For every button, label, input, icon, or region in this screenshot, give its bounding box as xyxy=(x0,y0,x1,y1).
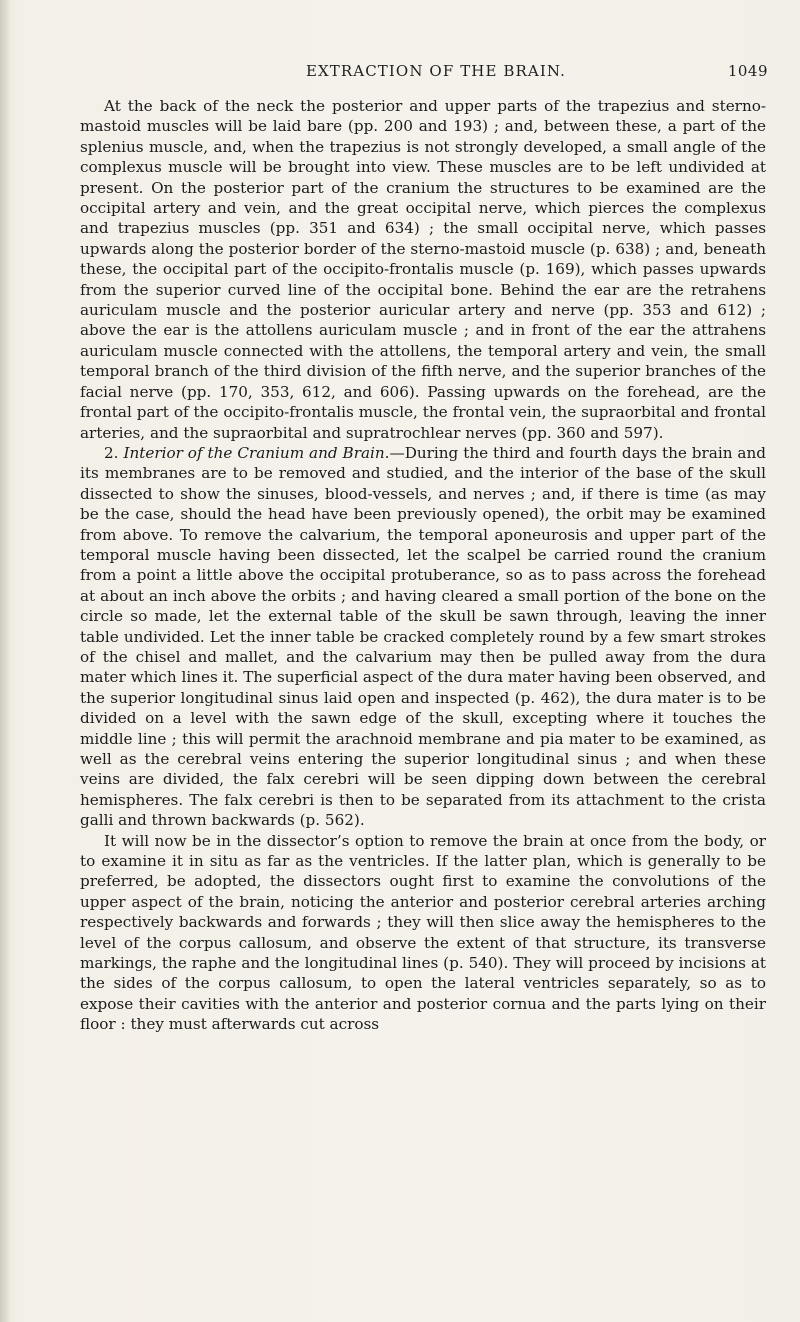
paragraph-external-structures: At the back of the neck the posterior and upper parts of the trapezius and sterno-mastoid muscles will be laid bare (pp. 200 and 193) ; and, between these, a part of the splenius muscle, and, when the trapezius is not strongly developed, a small angle of the complexus muscle will be brought into view. These muscles are to be left undivided at present. On the posterior part of the cranium the structures to be examined are the occipital artery and vein, and the great occipital nerve, which pierces the complexus and trapezius muscles (pp. 351 and 634) ; the small occipital nerve, which passes upwards along the posterior border of the sterno-mastoid muscle (p. 638) ; and, beneath these, the occipital part of the occipito-frontalis muscle (p. 169), which passes upwards from the superior curved line of the occipital bone. Behind the ear are the retrahens auriculam muscle and the posterior auricular artery and nerve (pp. 353 and 612) ; above the ear is the attollens auriculam muscle ; and in front of the ear the attrahens auriculam muscle connected with the attollens, the temporal artery and vein, the small temporal branch of the third division of the fifth nerve, and the superior branches of the facial nerve (pp. 170, 353, 612, and 606). Passing upwards on the forehead, are the frontal part of the occipito-frontalis muscle, the frontal vein, the supraorbital and frontal arteries, and the supraorbital and supratrochlear nerves (pp. 360 and 597). xyxy=(80,97,766,442)
section-heading: Interior of the Cranium and Brain. xyxy=(123,443,390,462)
section-number: 2. xyxy=(104,443,119,462)
body-text xyxy=(80,96,766,1035)
page-number: 1049 xyxy=(727,62,768,80)
running-head xyxy=(104,62,768,84)
paragraph-brain-removal: It will now be in the dissector’s option to remove the brain at once from the body, or to examine it in situ as far as the ventricles. If the latter plan, which is generally to be preferred, be adopted, the dissectors ought first to examine the convolutions of the upper aspect of the brain, noticing the anterior and posterior cerebral arteries arching respectively backwards and forwards ; they will then slice away the hemispheres to the level of the corpus callosum, and observe the extent of that structure, its transverse markings, the raphe and the longitudinal lines (p. 540). They will proceed by incisions at the sides of the corpus callosum, to open the lateral ventricles separately, so as to expose their cavities with the anterior and posterior cornua and the parts lying on their floor : they must afterwards cut across xyxy=(80,831,766,1034)
paragraph-interior-cranium xyxy=(80,443,766,831)
page-gutter-shadow xyxy=(0,0,10,1322)
running-title: EXTRACTION OF THE BRAIN. xyxy=(305,62,567,80)
section-body: —During the third and fourth days the brain and its membranes are to be removed and studied, and the interior of the base of the skull dissected to show the sinuses, blood-vessels, and nerves ; and, if there is time (as may be the case, should the head have been previously opened), the orbit may be examined from above. To remove the calvarium, the temporal aponeurosis and upper part of the temporal muscle having been dissected, let the scalpel be carried round the cranium from a point a little above the occipital protuberance, so as to pass across the forehead at about an inch above the orbits ; and having cleared a small portion of the bone on the circle so made, let the external table of the skull be sawn through, leaving the inner table undivided. Let the inner table be cracked completely round by a few smart strokes of the chisel and mallet, and the calvarium may then be pulled away from the dura mater which lines it. The superficial aspect of the dura mater having been observed, and the superior longitudinal sinus laid open and inspected (p. 462), the dura mater is to be divided on a level with the sawn edge of the skull, excepting where it touches the middle line ; this will permit the arachnoid membrane and pia mater to be examined, as well as the cerebral veins entering the superior longitudinal sinus ; and when these veins are divided, the falx cerebri will be seen dipping down between the cerebral hemispheres. The falx cerebri is then to be separated from its attachment to the crista galli and thrown backwards (p. 562). xyxy=(80,443,766,830)
